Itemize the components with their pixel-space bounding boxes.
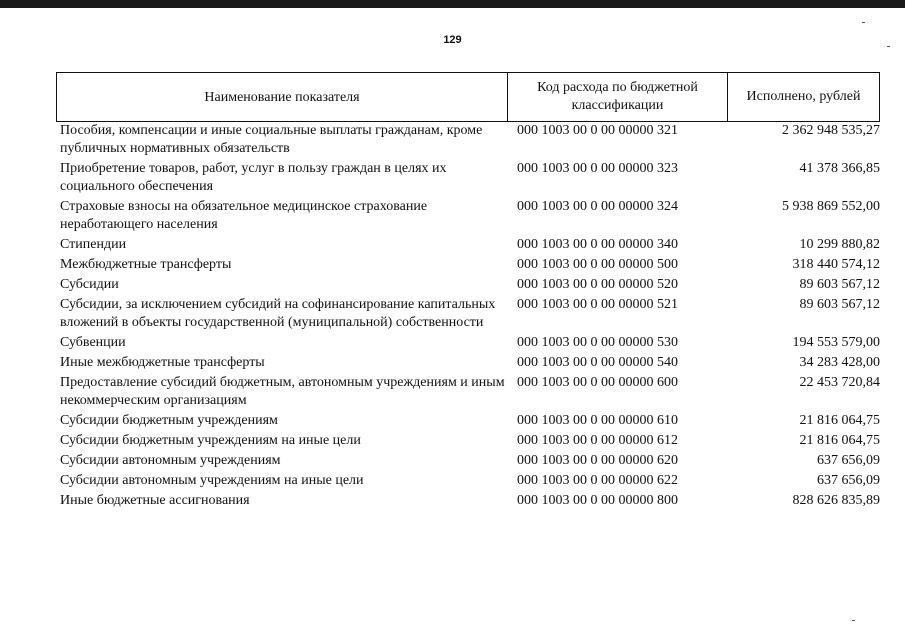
row-code: 000 1003 00 0 00 00000 540 <box>517 355 678 370</box>
table-row <box>60 432 880 450</box>
table-header <box>56 72 880 122</box>
row-amount: 21 816 064,75 <box>799 433 880 448</box>
row-amount: 318 440 574,12 <box>792 257 880 272</box>
table-row <box>60 122 880 158</box>
row-amount: 637 656,09 <box>817 473 880 488</box>
row-amount: 2 362 948 535,27 <box>782 123 880 138</box>
table-row <box>60 374 880 410</box>
row-name: Субсидии, за исключением субсидий на софинансирование капитальных вложений в объекты государственной (муниципальной) собственности <box>60 297 496 330</box>
row-name: Межбюджетные трансферты <box>60 257 232 272</box>
table-row <box>60 412 880 430</box>
row-amount: 89 603 567,12 <box>799 297 880 312</box>
row-code: 000 1003 00 0 00 00000 323 <box>517 161 678 176</box>
table-row <box>60 472 880 490</box>
row-name: Предоставление субсидий бюджетным, автономным учреждениям и иным некоммерческим организациям <box>60 375 505 408</box>
row-amount: 89 603 567,12 <box>799 277 880 292</box>
row-code: 000 1003 00 0 00 00000 520 <box>517 277 678 292</box>
row-name: Пособия, компенсации и иные социальные выплаты гражданам, кроме публичных нормативных обязательств <box>60 123 483 156</box>
table-row <box>60 354 880 372</box>
row-code: 000 1003 00 0 00 00000 620 <box>517 453 678 468</box>
scan-mark <box>852 620 855 621</box>
row-amount: 21 816 064,75 <box>799 413 880 428</box>
row-name: Субсидии бюджетным учреждениям <box>60 413 278 428</box>
top-border-bar <box>0 0 905 8</box>
table-row <box>60 256 880 274</box>
table-row <box>60 452 880 470</box>
table-body <box>60 122 880 512</box>
row-amount: 194 553 579,00 <box>792 335 880 350</box>
row-amount: 22 453 720,84 <box>799 375 880 390</box>
table-row <box>60 276 880 294</box>
row-name: Субсидии автономным учреждениям <box>60 453 281 468</box>
row-name: Стипендии <box>60 237 127 252</box>
row-name: Приобретение товаров, работ, услуг в пользу граждан в целях их социального обеспечения <box>60 161 447 194</box>
row-amount: 10 299 880,82 <box>799 237 880 252</box>
row-code: 000 1003 00 0 00 00000 610 <box>517 413 678 428</box>
row-code: 000 1003 00 0 00 00000 324 <box>517 199 678 214</box>
row-name: Субсидии <box>60 277 119 292</box>
table-row <box>60 236 880 254</box>
table-row <box>60 334 880 352</box>
scan-mark <box>862 22 865 23</box>
row-code: 000 1003 00 0 00 00000 521 <box>517 297 678 312</box>
row-amount: 828 626 835,89 <box>792 493 880 508</box>
row-amount: 41 378 366,85 <box>799 161 880 176</box>
row-name: Субсидии автономным учреждениям на иные цели <box>60 473 364 488</box>
page-number: 129 <box>443 34 462 46</box>
row-name: Субвенции <box>60 335 126 350</box>
row-name: Иные бюджетные ассигнования <box>60 493 250 508</box>
row-amount: 5 938 869 552,00 <box>782 199 880 214</box>
row-amount: 34 283 428,00 <box>799 355 880 370</box>
row-name: Субсидии бюджетным учреждениям на иные цели <box>60 433 361 448</box>
row-code: 000 1003 00 0 00 00000 500 <box>517 257 678 272</box>
table-row <box>60 492 880 510</box>
table-row <box>60 198 880 234</box>
row-code: 000 1003 00 0 00 00000 340 <box>517 237 678 252</box>
header-amount: Исполнено, рублей <box>746 89 861 104</box>
table-row <box>60 296 880 332</box>
scan-mark <box>887 46 890 47</box>
row-amount: 637 656,09 <box>817 453 880 468</box>
row-code: 000 1003 00 0 00 00000 530 <box>517 335 678 350</box>
row-code: 000 1003 00 0 00 00000 622 <box>517 473 678 488</box>
header-code: Код расхода по бюджетной классификации <box>508 73 728 121</box>
header-name: Наименование показателя <box>57 73 508 121</box>
row-code: 000 1003 00 0 00 00000 600 <box>517 375 678 390</box>
row-code: 000 1003 00 0 00 00000 800 <box>517 493 678 508</box>
table-row <box>60 160 880 196</box>
row-code: 000 1003 00 0 00 00000 321 <box>517 123 678 138</box>
row-code: 000 1003 00 0 00 00000 612 <box>517 433 678 448</box>
row-name: Иные межбюджетные трансферты <box>60 355 265 370</box>
row-name: Страховые взносы на обязательное медицинское страхование неработающего населения <box>60 199 428 232</box>
